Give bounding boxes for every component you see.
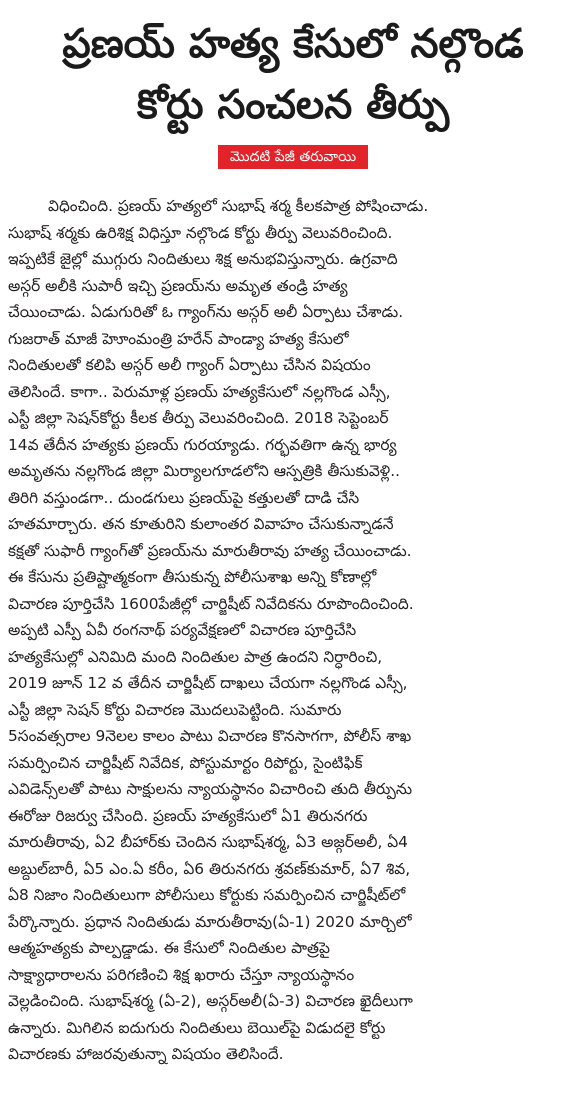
article-line: 5సంవత్సరాల 9నెలల కాలం పాటు విచారణ కొనసాగగా, పోలీస్ శాఖ	[8, 727, 412, 745]
article-line: ఏ8 నిజాం నిందితులుగా పోలీసులు కోర్టుకు సమర్పించిన చార్జిషీట్‌లో	[8, 886, 406, 904]
article-line: ఈరోజు రిజర్వు చేసింది. ప్రణయ్ హత్యకేసులో ఏ1 తిరునగరు	[8, 806, 368, 825]
article-line: తెలిసిందే. కాగా.. పెరుమాళ్ల ప్రణయ్ హత్యకేసులో నల్లగొండ ఎస్సీ,	[8, 382, 391, 401]
article-line: గుజరాత్ మాజీ హెూంమంత్రి హరేన్ పాండ్యా హత్య కేసులో	[8, 329, 349, 348]
article-line: ఇప్పటికే జైల్లో ముగ్గురు నిందితులు శిక్ష అనుభవిస్తున్నారు. ఉగ్రవాది	[8, 250, 398, 268]
continuation-badge-wrapper	[0, 145, 586, 169]
article-line: విచారణకు హాజరవుతున్నా విషయం తెలిసిందే.	[8, 1045, 284, 1063]
continuation-badge: మొదటి పేజీ తరువాయి	[218, 145, 368, 169]
article-line: 2019 జూన్ 12 వ తేదీన చార్జిషీట్ దాఖలు చేయగా నల్లగొండ ఎస్సీ,	[8, 674, 408, 692]
article-line: వెల్లడించింది. సుభాష్‌శర్మ (ఏ-2), అస్గర్‌అలీ(ఏ-3) విచారణ ఖైదీలుగా	[8, 992, 413, 1010]
article-line: ఎస్టీ జిల్లా సెషన్ కోర్టు విచారణ మొదలుపెట్టింది. సుమారు	[8, 700, 342, 719]
article-line: సుభాష్ శర్మకు ఉరిశిక్ష విధిస్తూ నల్గొండ కోర్టు తీర్పు వెలువరించింది.	[8, 223, 393, 242]
article-line: తిరిగి వస్తుండగా.. దుండగులు ప్రణయ్‌పై కత్తులతో దాడి చేసి	[8, 488, 360, 507]
article-line: హత్యకేసుల్లో ఎనిమిది మంది నిందితుల పాత్ర ఉందని నిర్ధారించి,	[8, 647, 383, 666]
article-line: సమర్పించిన చార్జిషీట్ నివేదిక, పోస్టుమార్టం రిపోర్టు, సైంటిఫిక్	[8, 753, 363, 772]
article-body	[8, 193, 576, 1068]
headline-line-1: ప్రణయ్ హత్య కేసులో నల్గొండ	[62, 21, 524, 67]
article-line: హతమార్చారు. తన కూతురిని కులాంతర వివాహం చేసుకున్నాడనే	[8, 515, 394, 533]
article-line: ఎవిడెన్స్‌లతో పాటు సాక్షులను న్యాయస్థానం విచారించి తుది తీర్పును	[8, 780, 413, 798]
article-line: మారుతీరావు, ఏ2 బీహార్‌కు చెందిన సుభాష్‌శర్మ, ఏ3 అజ్గర్‌అలీ, ఏ4	[8, 833, 408, 851]
article-line: అప్పటి ఎస్పీ ఏవీ రంగనాథ్ పర్యవేక్షణలో విచారణ పూర్తిచేసి	[8, 621, 357, 639]
article-line: ఆత్మహత్యకు పాల్పడ్డాడు. ఈ కేసులో నిందితుల పాత్రపై	[8, 939, 330, 957]
article-line: ఎస్టీ జిల్లా సెషన్‌కోర్టు కీలక తీర్పు వెలువరించింది. 2018 సెప్టెంబర్	[8, 409, 389, 427]
article-line: 14వ తేదీన హత్యకు ప్రణయ్ గురయ్యాడు. గర్భవతిగా ఉన్న భార్య	[8, 435, 397, 454]
article-line: ఉన్నారు. మిగిలిన ఐదుగురు నిందితులు బెయిల్‌పై విడుదలై కోర్టు	[8, 1018, 386, 1037]
article-line: చేయించాడు. ఏడుగురితో ఓ గ్యాంగ్‌ను అస్గర్ అలీ ఏర్పాటు చేశాడు.	[8, 303, 404, 321]
article-line: అమృతను నల్లగొండ జిల్లా మిర్యాలగూడలోని ఆస్పత్రికి తీసుకువెళ్లి..	[8, 462, 400, 480]
article-line: విచారణ పూర్తిచేసి 1600పేజీల్లో చార్జిషీట్ నివేదికను రూపొందించింది.	[8, 594, 414, 613]
article-line: అబ్దుల్‌బారీ, ఏ5 ఎం.ఏ కరీం, ఏ6 తిరునగరు శ్రవణ్‌కుమార్, ఏ7 శివ,	[8, 859, 411, 878]
article-line: సాక్ష్యాధారాలను పరిగణించి శిక్ష ఖరారు చేస్తూ న్యాయస్థానం	[8, 965, 355, 984]
article-line: పేర్కొన్నారు. ప్రధాన నిందితుడు మారుతీరావు(ఏ-1) 2020 మార్చిలో	[8, 912, 412, 931]
headline-line-2: కోర్టు సంచలన తీర్పు	[136, 82, 450, 128]
article-line: నిందితులతో కలిపి అస్గర్ అలీ గ్యాంగ్ ఏర్పాటు చేసిన విషయం	[8, 356, 371, 374]
article-line: అస్గర్ అలీకి సుపారీ ఇచ్చి ప్రణయ్‌ను అమృత తండ్రి హత్య	[8, 276, 348, 295]
article-line: ఈ కేసును ప్రతిష్టాత్మకంగా తీసుకున్న పోలీసుశాఖ అన్ని కోణాల్లో	[8, 568, 377, 586]
article-line: కక్షతో సుఫారీ గ్యాంగ్‌తో ప్రణయ్‌ను మారుతీరావు హత్య చేయించాడు.	[8, 541, 412, 560]
article-line: విధించింది. ప్రణయ్ హత్యలో సుభాష్ శర్మ కీలకపాత్ర పోషించాడు.	[48, 197, 429, 215]
